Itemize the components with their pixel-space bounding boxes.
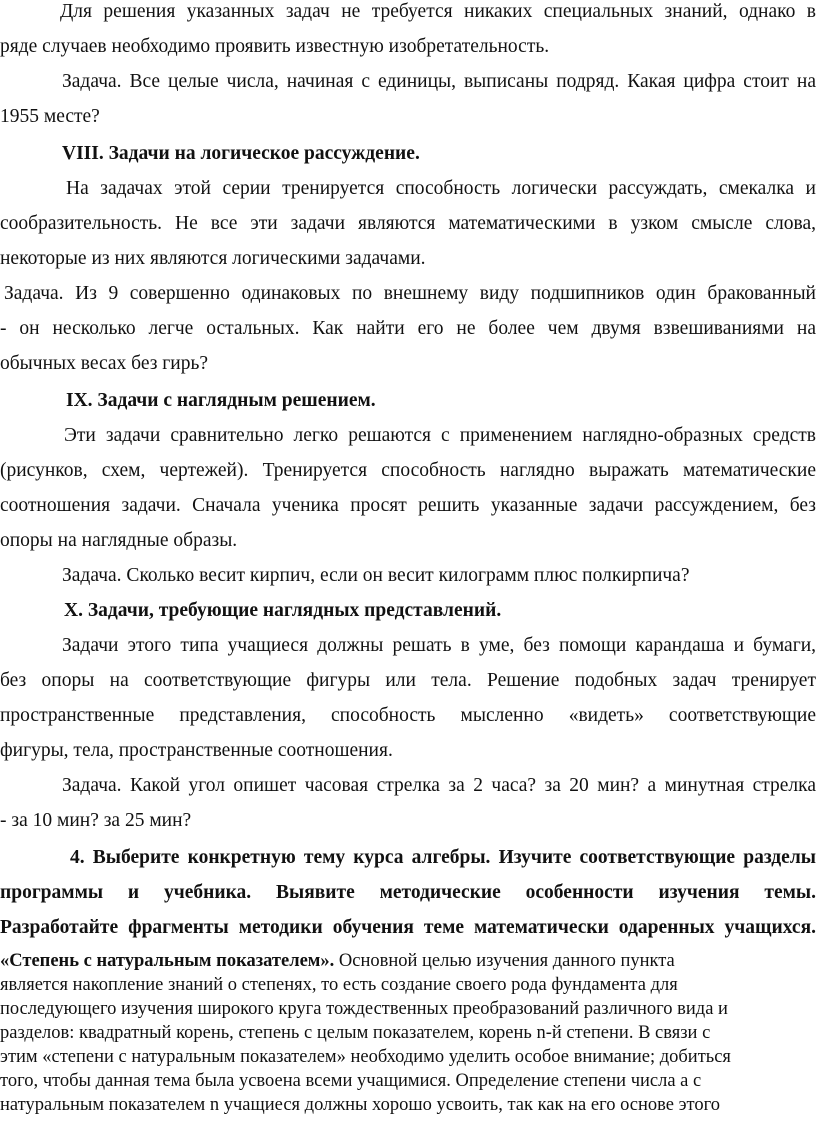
task-brick: Задача. Сколько весит кирпич, если он весит килограмм плюс полкирпича? bbox=[62, 565, 690, 586]
section-heading-viii: VIII. Задачи на логическое рассуждение. bbox=[62, 143, 420, 164]
task-bearings-line-3: обычных весах без гирь? bbox=[0, 353, 209, 374]
task-clock-line-2: - за 10 мин? за 25 мин? bbox=[0, 810, 192, 831]
final-paragraph-line-3: последующего изучения широкого круга тождественных преобразований различного вида и bbox=[0, 999, 728, 1019]
task-digit-line-2: 1955 месте? bbox=[0, 106, 100, 127]
final-paragraph-line-1 bbox=[0, 950, 816, 973]
paragraph-spatial-line-2: без опоры на соответствующие фигуры или тела. Решение подобных задач тренирует bbox=[0, 670, 816, 691]
paragraph-visual-line-2: (рисунков, схем, чертежей). Тренируется способность наглядно выражать математические bbox=[0, 460, 816, 481]
paragraph-spatial-line-1: Задачи этого типа учащиеся должны решать в уме, без помощи карандаша и бумаги, bbox=[62, 635, 816, 656]
final-paragraph-line-1-text: Основной целью изучения данного пункта bbox=[334, 951, 675, 971]
paragraph-1-line-1: Для решения указанных задач не требуется никаких специальных знаний, однако в bbox=[60, 1, 816, 22]
paragraph-visual-line-4: опоры на наглядные образы. bbox=[0, 530, 238, 551]
final-paragraph-line-7: натуральным показателем n учащиеся должны хорошо усвоить, так как на его основе этого bbox=[0, 1095, 721, 1115]
assignment-4-line-1: 4. Выберите конкретную тему курса алгебры. Изучите соответствующие разделы bbox=[70, 847, 816, 868]
task-clock-line-1: Задача. Какой угол опишет часовая стрелка за 2 часа? за 20 мин? а минутная стрелка bbox=[62, 775, 816, 796]
paragraph-visual-line-1: Эти задачи сравнительно легко решаются с применением наглядно-образных средств bbox=[64, 425, 816, 446]
final-paragraph-line-6: того, чтобы данная тема была усвоена всеми учащимися. Определение степени числа a с bbox=[0, 1071, 702, 1091]
paragraph-spatial-line-4: фигуры, тела, пространственные соотношения. bbox=[0, 740, 393, 761]
task-bearings-line-2: - он несколько легче остальных. Как найти его не более чем двумя взвешиваниями на bbox=[0, 318, 816, 339]
paragraph-logic-line-2: сообразительность. Не все эти задачи являются математическими в узком смысле слова, bbox=[0, 213, 816, 234]
task-bearings-line-1: Задача. Из 9 совершенно одинаковых по внешнему виду подшипников один бракованный bbox=[4, 283, 816, 304]
section-heading-x: X. Задачи, требующие наглядных представлений. bbox=[64, 600, 502, 621]
task-digit-line-1: Задача. Все целые числа, начиная с единицы, выписаны подряд. Какая цифра стоит на bbox=[62, 71, 816, 92]
final-paragraph-line-5: этим «степени с натуральным показателем» необходимо уделить особое внимание; добиться bbox=[0, 1047, 731, 1067]
final-paragraph-line-4: разделов: квадратный корень, степень с целым показателем, корень n-й степени. В связи с bbox=[0, 1023, 711, 1043]
paragraph-visual-line-3: соотношения задачи. Сначала ученика просят решить указанные задачи рассуждением, без bbox=[0, 495, 816, 516]
topic-title: «Степень с натуральным показателем». bbox=[0, 951, 335, 971]
assignment-4-line-2: программы и учебника. Выявите методические особенности изучения темы. bbox=[0, 882, 816, 903]
paragraph-1-line-2: ряде случаев необходимо проявить известную изобретательность. bbox=[0, 36, 550, 57]
paragraph-logic-line-1: На задачах этой серии тренируется способность логически рассуждать, смекалка и bbox=[66, 178, 816, 199]
paragraph-logic-line-3: некоторые из них являются логическими задачами. bbox=[0, 248, 426, 269]
paragraph-spatial-line-3: пространственные представления, способность мысленно «видеть» соответствующие bbox=[0, 705, 816, 726]
section-heading-ix: IX. Задачи с наглядным решением. bbox=[66, 390, 376, 411]
final-paragraph-line-2: является накопление знаний о степенях, то есть создание своего рода фундамента для bbox=[0, 975, 678, 995]
assignment-4-line-3: Разработайте фрагменты методики обучения теме математически одаренных учащихся. bbox=[0, 917, 816, 938]
